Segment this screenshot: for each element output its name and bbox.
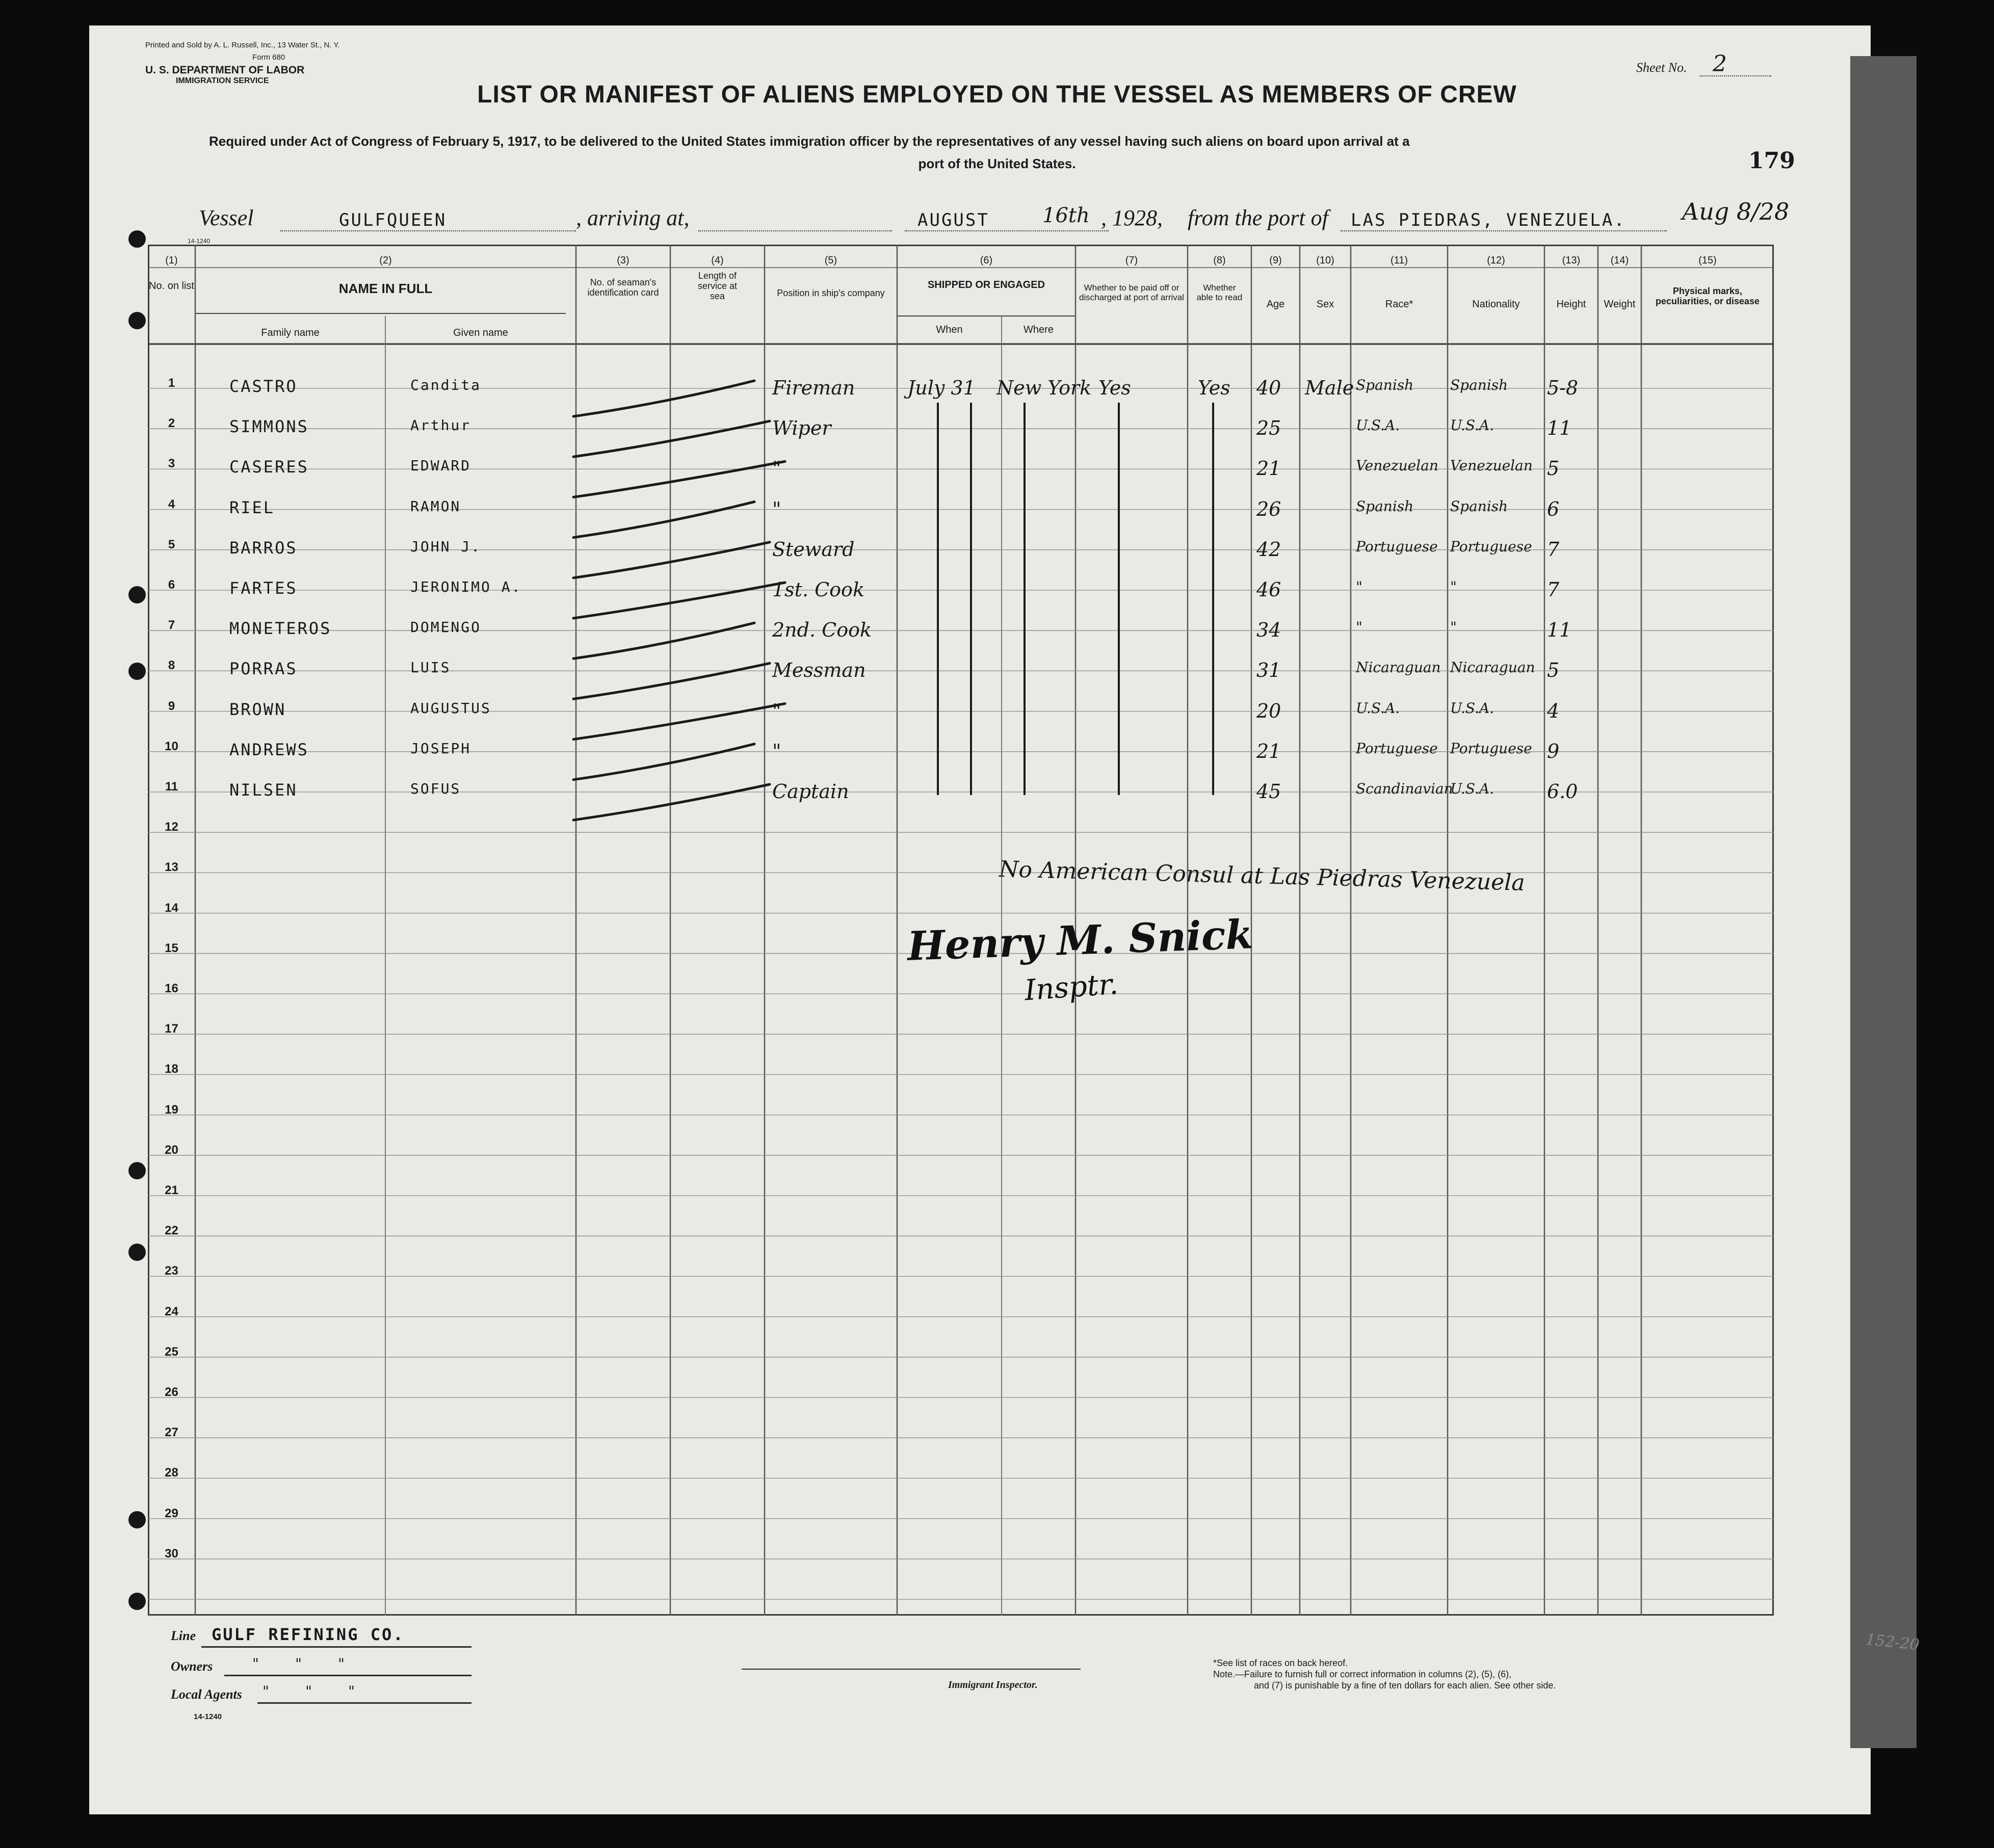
- cell-given: JOSEPH: [410, 740, 471, 757]
- cell-nationality: Nicaraguan: [1450, 659, 1535, 676]
- col-head-given: Given name: [453, 327, 508, 338]
- cell-given: SOFUS: [410, 780, 461, 797]
- cell-height: 4: [1547, 699, 1560, 722]
- line-label: Line: [171, 1628, 196, 1643]
- cell-age: 26: [1256, 497, 1281, 520]
- penalty-note-2: and (7) is punishable by a fine of ten dollars for each alien. See other side.: [1254, 1680, 1556, 1691]
- cell-nationality: Venezuelan: [1450, 457, 1533, 474]
- inspector-label: Immigrant Inspector.: [948, 1679, 1038, 1691]
- margin-mark: 152-20: [1865, 1630, 1921, 1654]
- agents-label: Local Agents: [171, 1687, 242, 1702]
- cell-family: SIMMONS: [229, 417, 309, 437]
- col-head-height: Height: [1556, 299, 1586, 310]
- line-underline: [201, 1646, 471, 1648]
- col-num-15: (15): [1698, 255, 1717, 266]
- cell-family: CASERES: [229, 457, 309, 477]
- cell-given: Candita: [410, 377, 482, 393]
- col-num-10: (10): [1316, 255, 1334, 266]
- subtitle-line1: Required under Act of Congress of February 5, 1917, to be delivered to the United States immigration officer by the representatives of any vessel having such aliens on board upon arrival at a: [209, 134, 1410, 149]
- cell-nationality: Portuguese: [1450, 538, 1532, 555]
- cell-family: RIEL: [229, 497, 275, 517]
- cell-read: Yes: [1198, 377, 1230, 399]
- arrival-year: , 1928,: [1101, 205, 1163, 230]
- cell-family: ANDREWS: [229, 740, 309, 759]
- row-number: 11: [165, 780, 178, 794]
- col-head-shipped: SHIPPED OR ENGAGED: [927, 279, 1045, 291]
- penalty-note-1: Note.—Failure to furnish full or correct information in columns (2), (5), (6),: [1213, 1669, 1512, 1679]
- printer-line: Printed and Sold by A. L. Russell, Inc., 13 Water St., N. Y.: [145, 41, 340, 49]
- inspector-title: Insptr.: [1023, 967, 1119, 1008]
- ditto-slash-stroke: [573, 784, 770, 820]
- cell-race: Spanish: [1356, 497, 1414, 515]
- cell-age: 21: [1256, 457, 1281, 480]
- row-number: 10: [165, 739, 178, 753]
- col-num-3: (3): [617, 255, 629, 266]
- col-num-11: (11): [1390, 255, 1408, 266]
- owners-underline: [224, 1675, 471, 1676]
- row-number: 7: [168, 618, 175, 632]
- col-head-where: Where: [1024, 324, 1054, 335]
- cell-nationality: Spanish: [1450, 497, 1508, 515]
- cell-given: JERONIMO A.: [410, 578, 522, 595]
- col-head-paid-off: Whether to be paid off or discharged at port of arrival: [1079, 283, 1184, 302]
- document-title: LIST OR MANIFEST OF ALIENS EMPLOYED ON THE VESSEL AS MEMBERS OF CREW: [477, 81, 1517, 108]
- arrival-day: 16th: [1042, 204, 1090, 227]
- row-number: 2: [168, 416, 175, 431]
- cell-paid: Yes: [1098, 377, 1131, 399]
- cell-position: ": [772, 740, 781, 762]
- races-note: *See list of races on back hereof.: [1213, 1658, 1348, 1668]
- row-number: 18: [165, 1062, 178, 1076]
- col-head-read: Whether able to read: [1196, 283, 1243, 302]
- cell-position: Steward: [772, 538, 855, 561]
- row-number: 9: [168, 699, 175, 713]
- col-head-race: Race*: [1385, 299, 1413, 310]
- col-num-2: (2): [379, 255, 392, 266]
- arrival-annotation: Aug 8/28: [1682, 198, 1790, 225]
- cell-family: MONETEROS: [229, 619, 332, 639]
- col-num-14: (14): [1610, 255, 1629, 266]
- cell-where: New York: [996, 377, 1092, 399]
- cell-position: Captain: [772, 780, 849, 803]
- owners-value: " " ": [252, 1655, 345, 1672]
- form-number: Form 680: [252, 53, 285, 62]
- row-number: 29: [165, 1506, 178, 1520]
- col-num-1: (1): [165, 255, 178, 266]
- cell-position: 2nd. Cook: [772, 619, 872, 642]
- agents-value: " " ": [263, 1683, 355, 1700]
- inspector-signature-line: [742, 1669, 1081, 1670]
- cell-family: FARTES: [229, 578, 298, 598]
- row-number: 13: [165, 860, 178, 875]
- arriving-label: , arriving at,: [576, 205, 690, 230]
- inspector-signature: Henry M. Snick: [906, 911, 1254, 970]
- cell-given: EDWARD: [410, 457, 471, 474]
- subtitle-line2: port of the United States.: [918, 156, 1076, 171]
- vessel-label: Vessel: [199, 205, 254, 230]
- consul-note: No American Consul at Las Piedras Venezuela: [999, 856, 1526, 896]
- sheet-label: Sheet No.: [1636, 60, 1687, 75]
- cell-height: 11: [1547, 619, 1572, 642]
- form-code-bottom: 14-1240: [194, 1712, 222, 1721]
- row-number: 12: [165, 820, 178, 834]
- cell-family: NILSEN: [229, 780, 298, 800]
- cell-family: CASTRO: [229, 377, 298, 396]
- col-head-family: Family name: [261, 327, 320, 338]
- row-number: 30: [165, 1546, 178, 1561]
- cell-given: AUGUSTUS: [410, 699, 491, 717]
- cell-nationality: U.S.A.: [1450, 780, 1494, 797]
- row-number: 14: [165, 901, 178, 915]
- col-head-name: NAME IN FULL: [338, 281, 433, 296]
- cell-race: ": [1356, 619, 1362, 636]
- sheet-number: 2: [1713, 51, 1727, 77]
- cell-height: 9: [1547, 740, 1560, 762]
- from-port-label: from the port of: [1188, 205, 1328, 230]
- row-number: 17: [165, 1022, 178, 1036]
- cell-height: 7: [1547, 578, 1560, 601]
- cell-nationality: U.S.A.: [1450, 699, 1494, 717]
- col-head-when: When: [936, 324, 963, 335]
- cell-height: 7: [1547, 538, 1560, 561]
- ditto-slash-stroke: [573, 457, 785, 497]
- cell-race: ": [1356, 578, 1362, 595]
- col-head-sex: Sex: [1316, 299, 1334, 310]
- cell-race: Portuguese: [1356, 538, 1438, 555]
- department-name: U. S. DEPARTMENT OF LABOR: [145, 64, 305, 76]
- cell-position: ": [772, 699, 781, 722]
- cell-given: LUIS: [410, 659, 451, 676]
- col-head-weight: Weight: [1604, 299, 1636, 310]
- stamp-number: 179: [1748, 148, 1795, 174]
- cell-position: Fireman: [772, 377, 855, 399]
- cell-position: Wiper: [772, 417, 831, 440]
- cell-given: JOHN J.: [410, 538, 482, 555]
- cell-given: DOMENGO: [410, 619, 482, 636]
- cell-age: 21: [1256, 740, 1281, 762]
- cell-height: 6.0: [1547, 780, 1578, 803]
- cell-age: 45: [1256, 780, 1281, 803]
- cell-nationality: Portuguese: [1450, 740, 1532, 757]
- col-head-nationality: Nationality: [1472, 299, 1520, 310]
- row-number: 22: [165, 1224, 178, 1238]
- cell-age: 20: [1256, 699, 1281, 722]
- cell-age: 34: [1256, 619, 1281, 642]
- row-number: 16: [165, 982, 178, 995]
- row-number: 15: [165, 941, 178, 955]
- ditto-slash-stroke: [573, 421, 770, 457]
- ditto-slash-stroke: [573, 744, 754, 780]
- form-code-top: 14-1240: [188, 237, 211, 245]
- cell-age: 40: [1256, 377, 1281, 399]
- cell-family: PORRAS: [229, 659, 298, 679]
- cell-given: Arthur: [410, 417, 471, 434]
- service-name: IMMIGRATION SERVICE: [176, 76, 269, 85]
- cell-position: Messman: [772, 659, 866, 682]
- row-number: 6: [168, 578, 175, 592]
- row-number: 24: [165, 1304, 178, 1318]
- row-number: 25: [165, 1344, 178, 1359]
- row-number: 21: [165, 1183, 178, 1197]
- cell-height: 5: [1547, 659, 1560, 682]
- col-head-service: Length of service at sea: [697, 271, 738, 301]
- col-head-list-no: No. on list: [149, 280, 194, 292]
- row-number: 26: [165, 1385, 178, 1399]
- agents-underline: [257, 1702, 471, 1704]
- row-number: 20: [165, 1143, 178, 1157]
- ditto-slash-stroke: [573, 623, 754, 658]
- cell-height: 6: [1547, 497, 1560, 520]
- cell-age: 42: [1256, 538, 1281, 561]
- col-head-physical: Physical marks, peculiarities, or disease: [1655, 286, 1760, 306]
- cell-height: 11: [1547, 417, 1572, 440]
- ditto-slash-stroke: [573, 502, 754, 538]
- cell-age: 31: [1256, 659, 1281, 682]
- row-number: 1: [168, 376, 175, 390]
- cell-family: BARROS: [229, 538, 298, 558]
- arrival-month: AUGUST: [917, 210, 989, 230]
- col-head-age: Age: [1266, 299, 1285, 310]
- col-num-5: (5): [824, 255, 837, 266]
- row-number: 23: [165, 1264, 178, 1278]
- cell-race: Nicaraguan: [1356, 659, 1441, 676]
- col-num-13: (13): [1562, 255, 1581, 266]
- cell-when: July 31: [907, 377, 976, 399]
- cell-position: ": [772, 457, 781, 480]
- cell-nationality: U.S.A.: [1450, 417, 1494, 434]
- ditto-slash-stroke: [573, 583, 785, 618]
- cell-race: Spanish: [1356, 377, 1414, 393]
- cell-position: ": [772, 497, 781, 520]
- cell-race: Scandinavian: [1356, 780, 1453, 797]
- col-head-position: Position in ship's company: [777, 288, 885, 298]
- cell-height: 5-8: [1547, 377, 1579, 399]
- col-num-6: (6): [980, 255, 993, 266]
- cell-nationality: Spanish: [1450, 377, 1508, 393]
- cell-given: RAMON: [410, 497, 461, 515]
- cell-race: Portuguese: [1356, 740, 1438, 757]
- cell-race: Venezuelan: [1356, 457, 1438, 474]
- col-num-7: (7): [1125, 255, 1138, 266]
- departure-port: LAS PIEDRAS, VENEZUELA.: [1351, 210, 1626, 230]
- row-number: 27: [165, 1425, 178, 1440]
- col-num-8: (8): [1213, 255, 1226, 266]
- row-number: 8: [168, 658, 175, 673]
- owners-label: Owners: [171, 1659, 213, 1674]
- col-head-id-card: No. of seaman's identification card: [587, 277, 659, 298]
- cell-race: U.S.A.: [1356, 417, 1400, 434]
- col-num-4: (4): [711, 255, 724, 266]
- cell-race: U.S.A.: [1356, 699, 1400, 717]
- ditto-slash-stroke: [573, 542, 770, 578]
- row-number: 19: [165, 1102, 178, 1117]
- col-num-12: (12): [1487, 255, 1505, 266]
- cell-nationality: ": [1450, 578, 1457, 595]
- row-number: 28: [165, 1466, 178, 1480]
- row-number: 4: [168, 497, 175, 511]
- cell-height: 5: [1547, 457, 1560, 480]
- vessel-name: GULFQUEEN: [339, 210, 447, 230]
- ditto-slash-stroke: [573, 381, 754, 416]
- cell-position: 1st. Cook: [772, 578, 864, 601]
- row-number: 3: [168, 457, 175, 471]
- ditto-slash-stroke: [573, 663, 770, 699]
- ditto-slash-stroke: [573, 704, 785, 740]
- cell-sex: Male: [1305, 377, 1354, 399]
- col-num-9: (9): [1269, 255, 1282, 266]
- cell-age: 25: [1256, 417, 1281, 440]
- cell-age: 46: [1256, 578, 1281, 601]
- cell-family: BROWN: [229, 699, 286, 719]
- row-number: 5: [168, 537, 175, 551]
- cell-nationality: ": [1450, 619, 1457, 636]
- line-value: GULF REFINING CO.: [212, 1625, 405, 1644]
